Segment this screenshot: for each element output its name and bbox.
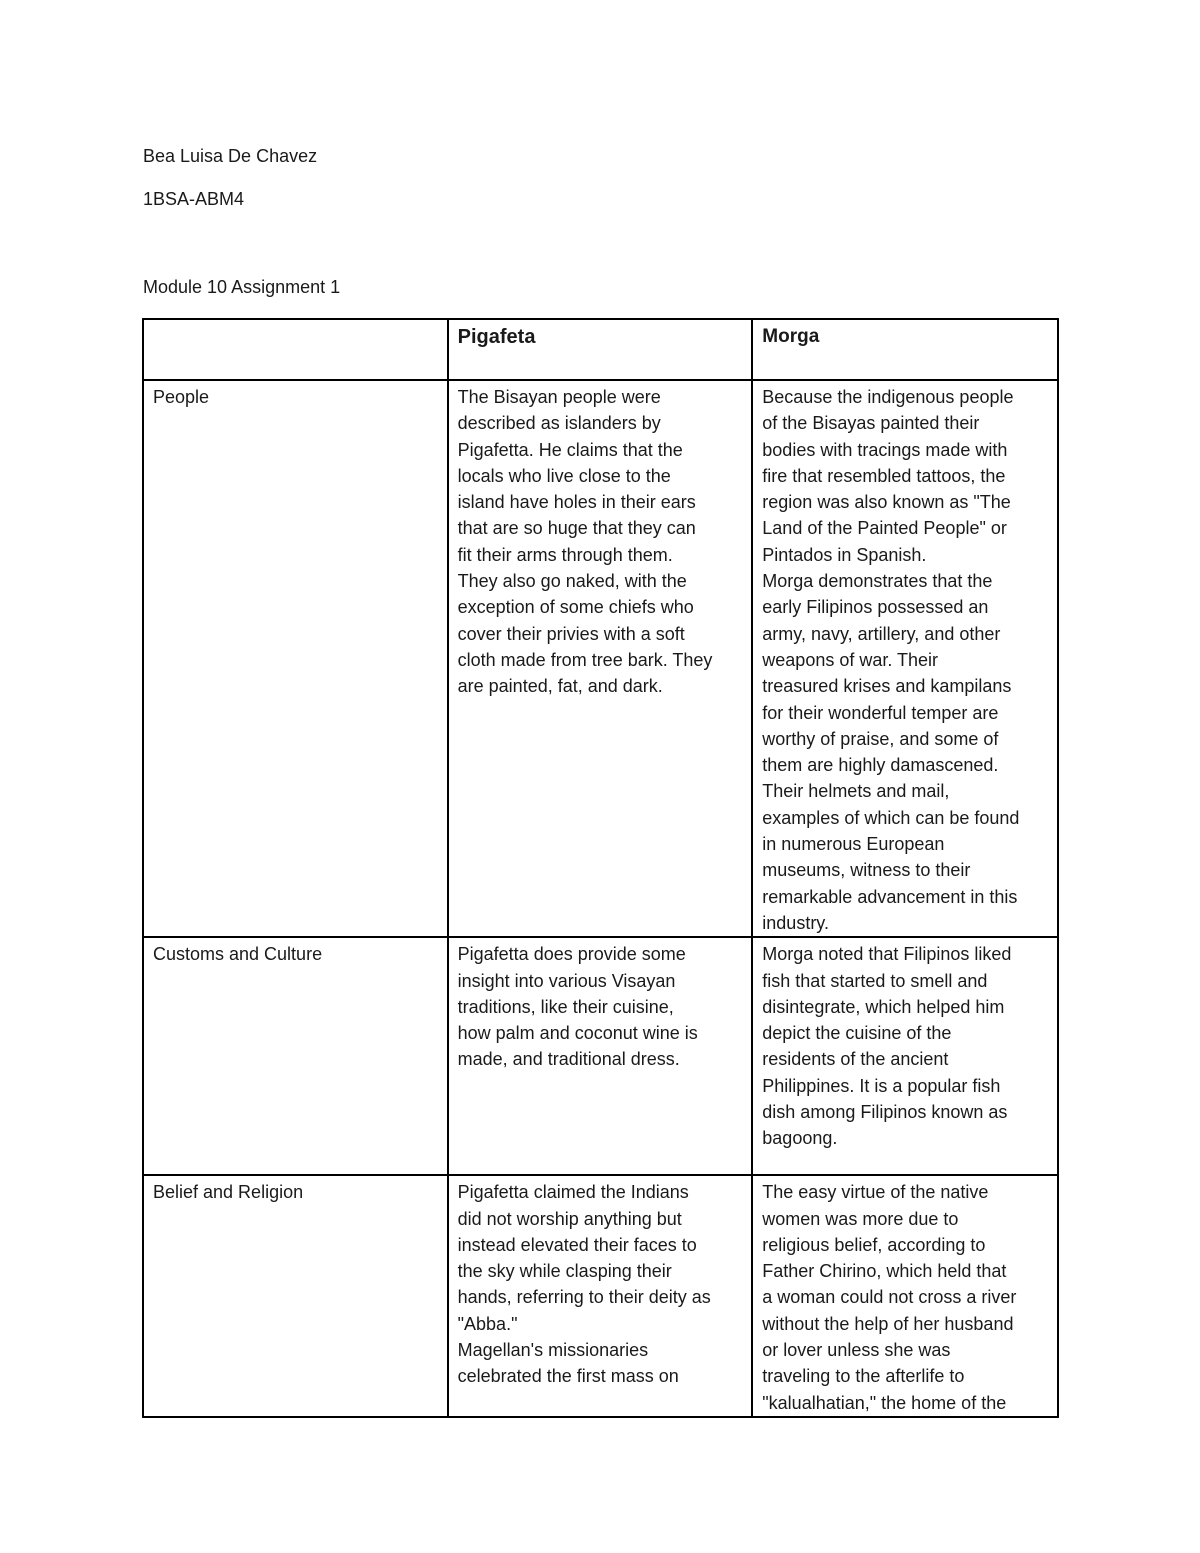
cell-people-morga: Because the indigenous people of the Bisayas painted their bodies with tracings made with fire that resembled tattoos, the region was also known as "The Land of the Painted People" or Pintados in Spanish. Morga demonstrates that the early Filipinos possessed an army, navy, artillery, and other weapons of war. Their treasured krises and kampilans for their wonderful temper are worthy of praise, and some of them are highly damascened. Their helmets and mail, examples of which can be found in numerous European museums, witness to their remarkable advancement in this industry. <box>752 380 1058 937</box>
row-label-people: People <box>143 380 448 937</box>
cell-people-pigafeta: The Bisayan people were described as islanders by Pigafetta. He claims that the locals who live close to the island have holes in their ears that are so huge that they can fit their arms through them. They also go naked, with the exception of some chiefs who cover their privies with a soft cloth made from tree bark. They are painted, fat, and dark. <box>448 380 753 937</box>
row-label-belief: Belief and Religion <box>143 1175 448 1417</box>
column-header-blank <box>143 319 448 380</box>
cell-customs-pigafeta: Pigafetta does provide some insight into various Visayan traditions, like their cuisine, how palm and coconut wine is made, and traditional dress. <box>448 937 753 1175</box>
row-label-customs: Customs and Culture <box>143 937 448 1175</box>
column-header-morga: Morga <box>752 319 1058 380</box>
class-section: 1BSA-ABM4 <box>143 189 245 209</box>
author-name: Bea Luisa De Chavez <box>143 146 318 166</box>
assignment-title: Module 10 Assignment 1 <box>143 277 341 297</box>
table-header-row <box>143 319 1058 380</box>
table-row <box>143 1175 1058 1417</box>
table-row <box>143 380 1058 937</box>
cell-belief-pigafeta: Pigafetta claimed the Indians did not worship anything but instead elevated their faces to the sky while clasping their hands, referring to their deity as "Abba." Magellan's missionaries celebrated the first mass on <box>448 1175 753 1417</box>
cell-customs-morga: Morga noted that Filipinos liked fish that started to smell and disintegrate, which helped him depict the cuisine of the residents of the ancient Philippines. It is a popular fish dish among Filipinos known as bagoong. <box>752 937 1058 1175</box>
cell-belief-morga: The easy virtue of the native women was more due to religious belief, according to Father Chirino, which held that a woman could not cross a river without the help of her husband or lover unless she was traveling to the afterlife to "kalualhatian," the home of the <box>752 1175 1058 1417</box>
table-row <box>143 937 1058 1175</box>
comparison-table <box>142 318 1059 1418</box>
column-header-pigafeta: Pigafeta <box>448 319 753 380</box>
